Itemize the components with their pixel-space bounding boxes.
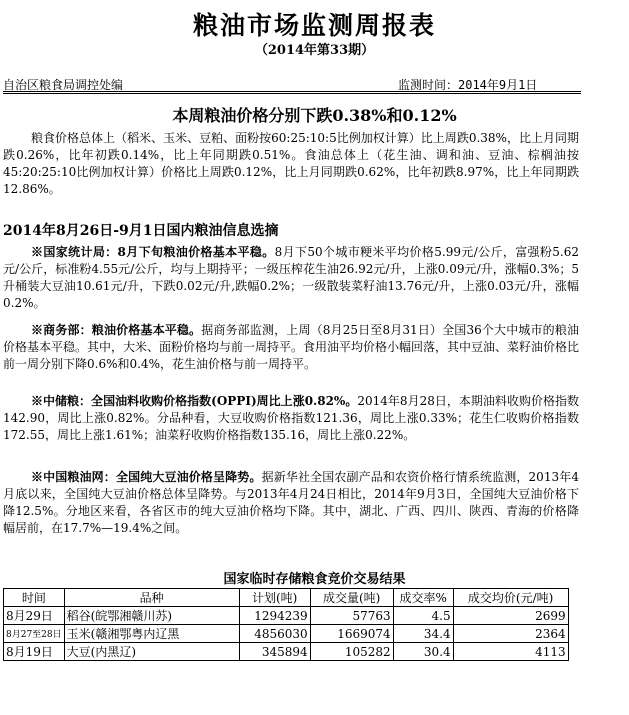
column-header: 成交量(吨): [310, 589, 393, 607]
cell-rate: 34.4: [393, 625, 453, 643]
auction-results-table: [3, 588, 569, 661]
cell-plan: 345894: [239, 643, 310, 661]
table-title: 国家临时存储粮食竞价交易结果: [223, 572, 406, 587]
news-item: [3, 244, 579, 312]
cell-variety: 稻谷(皖鄂湘赣川苏): [64, 607, 239, 625]
cell-date: 8月27至28日: [4, 625, 65, 643]
cell-rate: 30.4: [393, 643, 453, 661]
table-header-row: [4, 589, 569, 607]
cell-date: 8月29日: [4, 607, 65, 625]
summary-paragraph: 粮食价格总体上（稻米、玉米、豆粕、面粉按60:25:10:5比例加权计算）比上周跌0.38%，比上月同期跌0.26%，比年初跌0.14%，比上年同期跌0.51%。食油总体上（花生油、调和油、豆油、棕榈油按45:20:25:10比例加权计算）价格比上周跌0.12%，比上月同期跌0.62%，比年初跌8.97%，比上年同期跌12.86%。: [3, 131, 579, 196]
column-header: 成交率%: [393, 589, 453, 607]
news-lead: ※商务部：粮油价格基本平稳。: [31, 323, 202, 337]
news-item: [3, 469, 579, 537]
cell-volume: 105282: [310, 643, 393, 661]
table-row: [4, 607, 569, 625]
headline: 本周粮油价格分别下跌0.38%和0.12%: [172, 106, 457, 125]
monitor-date: 监测时间：2014年9月1日: [398, 78, 538, 92]
cell-variety: 大豆(内黑辽): [64, 643, 239, 661]
news-body: 2014年8月28日，本期油料收购价格指数142.90，周比上涨0.82%。分品种看，大豆收购价格指数121.36，周比上涨0.33%；花生仁收购价格指数172.55，周比上涨1.61%；油菜籽收购价格指数135.16，周比上涨0.22%。: [3, 394, 579, 442]
cell-price: 2364: [453, 625, 568, 643]
news-body: 8月下50个城市粳米平均价格5.99元/公斤，富强粉5.62元/公斤，标准粉4.55元/公斤，均与上期持平；一级压榨花生油26.92元/升，上涨0.09元/升，涨幅0.3%；5升桶装大豆油10.61元/升，下跌0.02元/升,跌幅0.2%；一级散装菜籽油13.76元/升，上涨0.03元/升，涨幅0.2%。: [3, 245, 579, 310]
cell-price: 2699: [453, 607, 568, 625]
cell-rate: 4.5: [393, 607, 453, 625]
divider: [3, 91, 581, 92]
cell-volume: 1669074: [310, 625, 393, 643]
cell-plan: 4856030: [239, 625, 310, 643]
news-item: [3, 393, 579, 444]
cell-plan: 1294239: [239, 607, 310, 625]
cell-volume: 57763: [310, 607, 393, 625]
news-lead: ※中国粮油网：全国纯大豆油价格呈降势。: [31, 470, 262, 484]
publisher: 自治区粮食局调控处编: [3, 78, 124, 92]
report-title: 粮油市场监测周报表: [192, 11, 436, 40]
table-row: [4, 643, 569, 661]
news-lead: ※国家统计局：8月下旬粮油价格基本平稳。: [31, 245, 275, 259]
column-header: 计划(吨): [239, 589, 310, 607]
table-row: [4, 625, 569, 643]
news-lead: ※中储粮：全国油料收购价格指数(OPPI)周比上涨0.82%。: [31, 394, 358, 408]
cell-date: 8月19日: [4, 643, 65, 661]
news-body: 据新华社全国农副产品和农资价格行情系统监测，2013年4月底以来，全国纯大豆油价格总体呈降势。与2013年4月24日相比，2014年9月3日，全国纯大豆油价格下降12.5%。分地区来看，各省区市的纯大豆油价格均下降。其中，湖北、广西、四川、陕西、青海的价格降幅居前，在17.7%—19.4%之间。: [3, 470, 579, 535]
cell-variety: 玉米(赣湘鄂粤内辽黑: [64, 625, 239, 643]
column-header: 成交均价(元/吨): [453, 589, 568, 607]
column-header: 品种: [64, 589, 239, 607]
news-body: 据商务部监测，上周（8月25日至8月31日）全国36个大中城市的粮油价格基本平稳。其中，大米、面粉价格均与前一周持平。食用油平均价格小幅回落，其中豆油、菜籽油价格比前一周分别下降0.6%和0.4%，花生油价格与前一周持平。: [3, 323, 580, 371]
divider: [3, 93, 581, 94]
column-header: 时间: [4, 589, 65, 607]
news-item: [3, 322, 579, 373]
issue-number: （2014年第33期）: [254, 43, 375, 58]
cell-price: 4113: [453, 643, 568, 661]
section-heading: 2014年8月26日-9月1日国内粮油信息选摘: [3, 223, 279, 239]
